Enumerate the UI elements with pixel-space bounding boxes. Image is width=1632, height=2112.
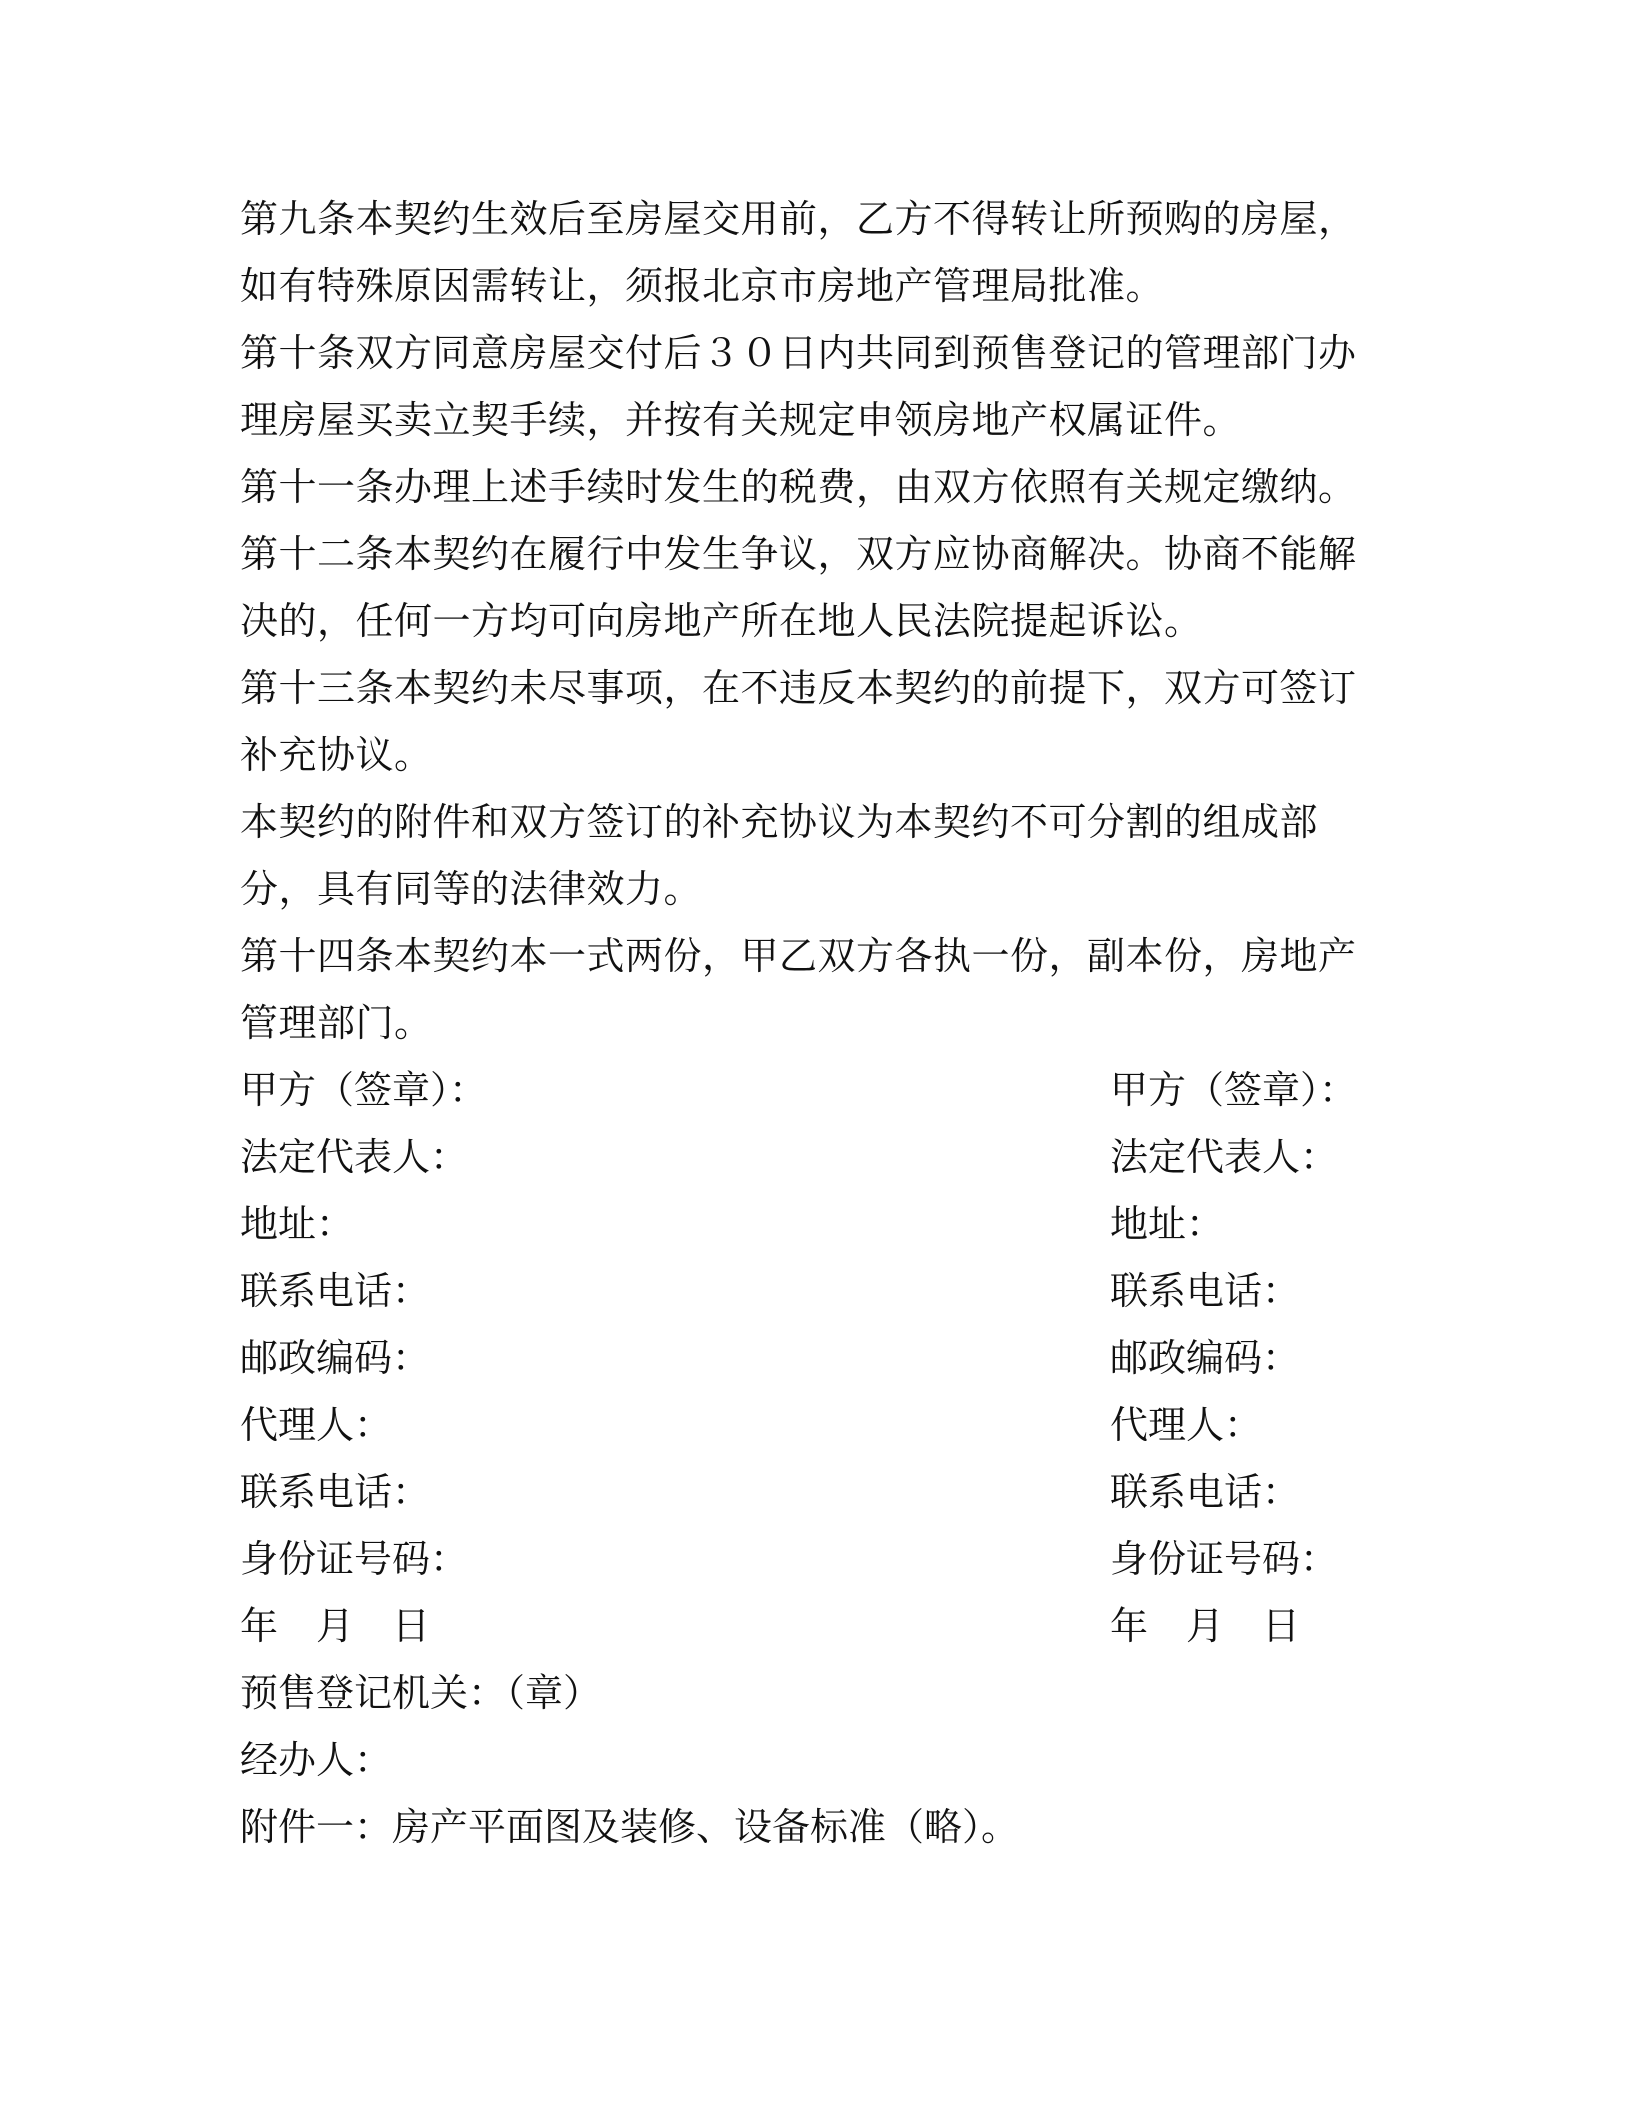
id-number-left: 身份证号码： xyxy=(240,1537,469,1581)
handler: 经办人： xyxy=(240,1738,393,1782)
date-right: 年 月 日 xyxy=(1110,1604,1301,1648)
postcode-right: 邮政编码： xyxy=(1110,1336,1301,1380)
agent-phone-left: 联系电话： xyxy=(240,1470,431,1514)
sig-row-agent xyxy=(240,1392,1390,1459)
registration-authority: 预售登记机关：（章） xyxy=(240,1671,602,1715)
sig-row-postcode xyxy=(240,1325,1390,1392)
clause-13: 第十三条本契约未尽事项，在不违反本契约的前提下，双方可签订补充协议。 xyxy=(240,666,1357,777)
annex-clause: 本契约的附件和双方签订的补充协议为本契约不可分割的组成部分，具有同等的法律效力。 xyxy=(240,800,1319,911)
agent-right: 代理人： xyxy=(1110,1403,1263,1447)
phone-left: 联系电话： xyxy=(240,1269,431,1313)
date-left: 年 月 日 xyxy=(240,1604,431,1648)
clause-11: 第十一条办理上述手续时发生的税费，由双方依照有关规定缴纳。 xyxy=(240,465,1357,509)
agent-phone-right: 联系电话： xyxy=(1110,1470,1301,1514)
phone-right: 联系电话： xyxy=(1110,1269,1301,1313)
postcode-left: 邮政编码： xyxy=(240,1336,431,1380)
sig-row-date xyxy=(240,1593,1390,1660)
sig-row-party xyxy=(240,1057,1390,1124)
sig-row-agent-phone xyxy=(240,1459,1390,1526)
sig-row-phone xyxy=(240,1258,1390,1325)
clause-10: 第十条双方同意房屋交付后３０日内共同到预售登记的管理部门办理房屋买卖立契手续，并按有关规定申领房地产权属证件。 xyxy=(240,331,1357,442)
agent-left: 代理人： xyxy=(240,1403,393,1447)
sig-row-id-number xyxy=(240,1526,1390,1593)
id-number-right: 身份证号码： xyxy=(1110,1537,1339,1581)
legal-rep-right: 法定代表人： xyxy=(1110,1135,1339,1179)
signature-block xyxy=(240,1057,1390,1660)
contract-page xyxy=(240,186,1390,1861)
sig-row-address xyxy=(240,1191,1390,1258)
party-a-right: 甲方（签章）： xyxy=(1110,1068,1358,1112)
clause-14: 第十四条本契约本一式两份，甲乙双方各执一份，副本份，房地产管理部门。 xyxy=(240,934,1357,1045)
clause-9: 第九条本契约生效后至房屋交用前，乙方不得转让所预购的房屋，如有特殊原因需转让，须报北京市房地产管理局批准。 xyxy=(240,197,1357,308)
attachment-one: 附件一：房产平面图及装修、设备标准（略）。 xyxy=(240,1805,1020,1849)
clause-12: 第十二条本契约在履行中发生争议，双方应协商解决。协商不能解决的，任何一方均可向房地产所在地人民法院提起诉讼。 xyxy=(240,532,1357,643)
address-left: 地址： xyxy=(240,1202,355,1246)
sig-row-legal-rep xyxy=(240,1124,1390,1191)
address-right: 地址： xyxy=(1110,1202,1225,1246)
party-a-left: 甲方（签章）： xyxy=(240,1068,488,1112)
legal-rep-left: 法定代表人： xyxy=(240,1135,469,1179)
